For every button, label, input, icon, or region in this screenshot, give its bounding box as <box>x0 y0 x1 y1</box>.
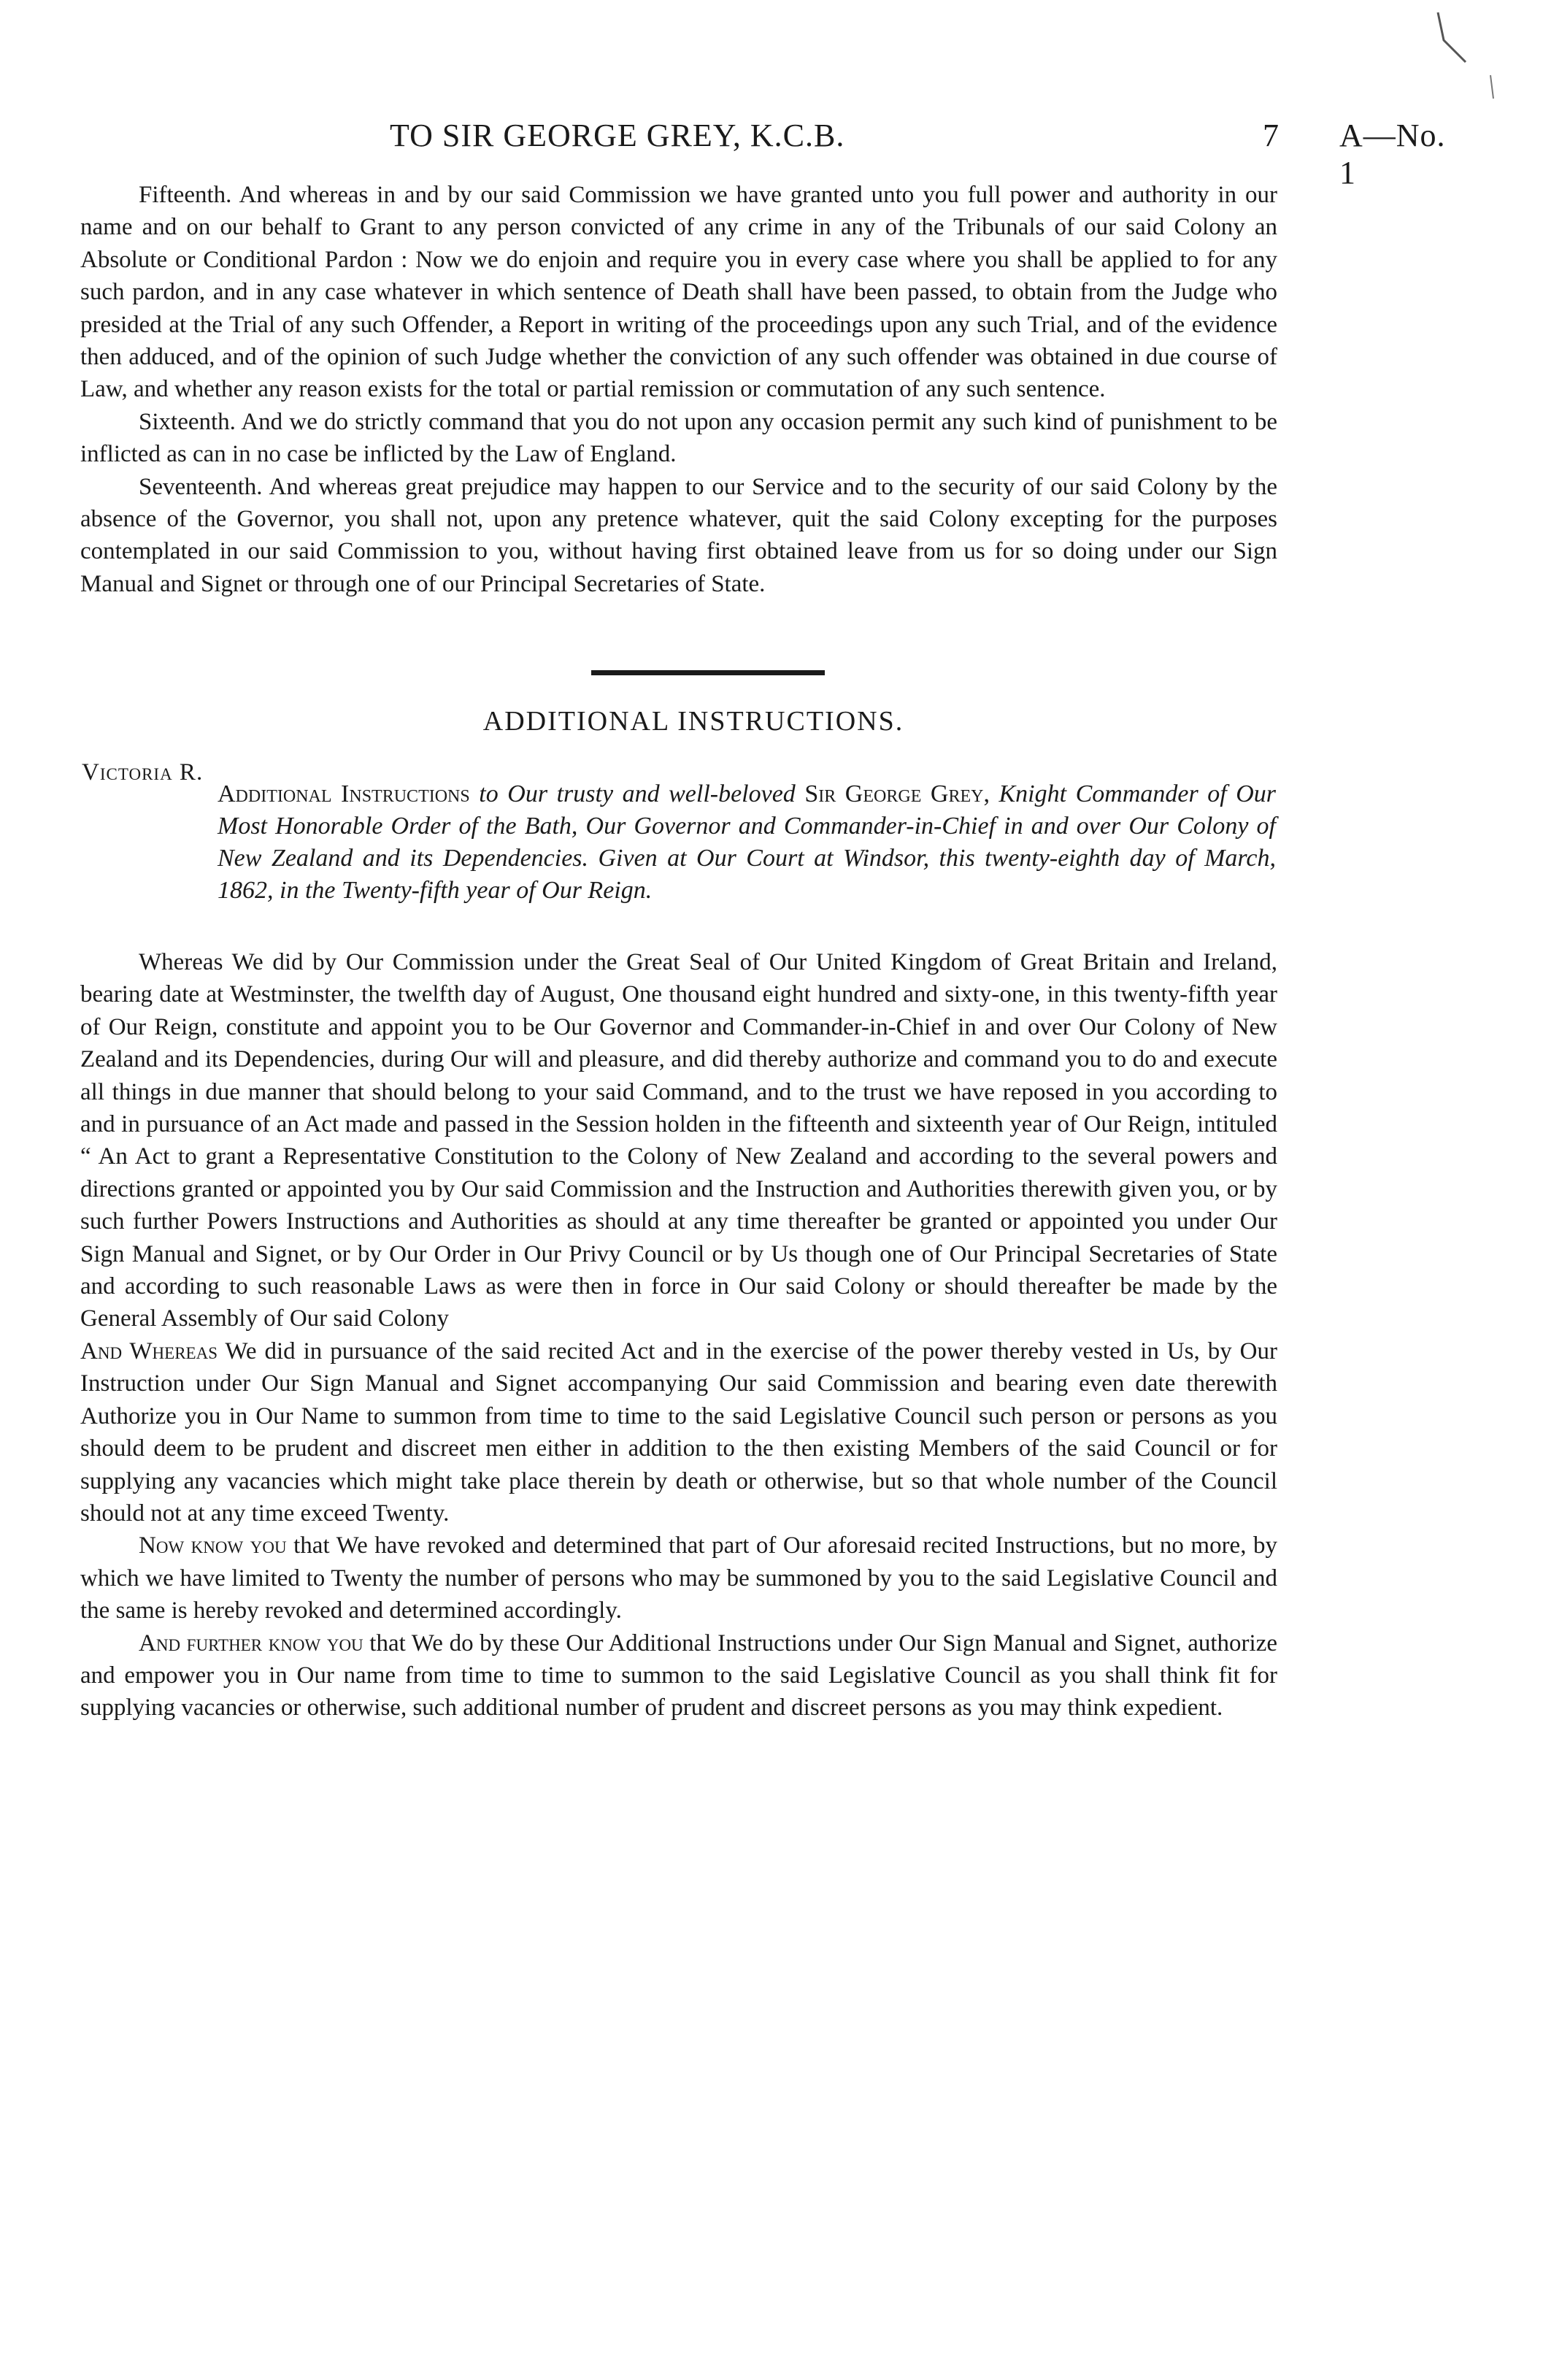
section-heading: ADDITIONAL INSTRUCTIONS. <box>482 706 904 737</box>
preamble-lead: Additional Instructions <box>218 780 470 807</box>
instruction-text: And whereas in and by our said Commission we have granted unto you full power and authority in our name and on our behalf to Grant to any person convicted of any crime in any of the Tribunals of our said Colony an Absolute or Conditional Pardon : Now we do enjoin and require you in every case where you shall be applied to for any such pardon, and in any case whatever in which sentence of Death shall have been passed, to obtain from the Judge who presided at the Trial of any such Offender, a Report in writing of the proceedings upon any such Trial, and of the evidence then adduced, and of the opinion of such Judge whether the conviction of any such offender was obtained in due course of Law, and whether any reason exists for the total or partial remission or commutation of any such sentence. <box>80 182 1277 403</box>
instruction-ordinal: Seventeenth. <box>139 473 263 500</box>
body-text: that We have revoked and determined that part of Our aforesaid recited Instructions, but no more, by which we have limited to Twenty the number of persons who may be summoned by you to the said Legislative Council and the same is hereby revoked and determined accordingly. <box>80 1532 1277 1624</box>
instruction-text: And we do strictly command that you do not upon any occasion permit any such kind of punishment to be inflicted as can in no case be inflicted by the Law of England. <box>80 408 1277 468</box>
additional-instructions-body <box>80 946 1277 1724</box>
preamble-text: Knight Commander of Our Most Honorable Order of the Bath, Our Governor and Commander-in-Chief in and over Our Colony of New Zealand and its Dependencies. Given at Our Court at Windsor, this twenty-eighth day of March, 1862, in the Twenty-fifth year of Our Reign. <box>218 780 1277 904</box>
instruction-text: And whereas great prejudice may happen to our Service and to the security of our said Colony by the absence of the Governor, you shall not, upon any pretence whatever, quit the said Colony excepting for the purposes contemplated in our said Commission to you, without having first obtained leave from us for so doing under our Sign Manual and Signet or through one of our Principal Secretaries of State. <box>80 473 1277 597</box>
preamble-line: to Our trusty and well-beloved <box>479 780 796 807</box>
margin-pencil-marks <box>1436 11 1502 106</box>
page-number: 7 <box>1263 118 1280 153</box>
body-paragraph <box>80 1335 1277 1529</box>
document-reference: A—No. 1 <box>1339 118 1446 191</box>
body-paragraph <box>80 1627 1277 1724</box>
body-text: that We do by these Our Additional Instructions under Our Sign Manual and Signet, authorize and empower you in Our name from time to time to summon to the said Legislative Council as you shall think fit for supplying vacancies or otherwise, such additional number of prudent and discreet persons as you may think expedient. <box>80 1629 1277 1721</box>
body-text: We did in pursuance of the said recited Act and in the exercise of the power thereby vested in Us, by Our Instruction under Our Sign Manual and Signet accompanying Our said Commission and bearing even date therewith Authorize you in Our Name to summon from time to time to the said Legislative Council such person or persons as you should deem to be prudent and discreet men either in addition to the then existing Members of the said Council or for supplying any vacancies which might take place therein by death or otherwise, but so that whole number of the Council should not at any time exceed Twenty. <box>80 1337 1277 1527</box>
body-lead: And further know you <box>139 1629 363 1657</box>
body-lead: And Whereas <box>80 1337 218 1364</box>
running-head-title: TO SIR GEORGE GREY, K.C.B. <box>390 118 845 153</box>
body-text: Whereas We did by Our Commission under the Great Seal of Our United Kingdom of Great Britain and Ireland, bearing date at Westminster, the twelfth day of August, One thousand eight hundred and sixty-one, in this twenty-fifth year of Our Reign, constitute and appoint you to be Our Governor and Commander-in-Chief in and over Our Colony of New Zealand and its Dependencies, during Our will and pleasure, and did thereby authorize and command you to do and execute all things in due manner that should belong to your said Command, and to the trust we have reposed in you according to and in pursuance of an Act made and passed in the Session holden in the fifteenth and sixteenth year of Our Reign, intituled “ An Act to grant a Representative Constitution to the Colony of New Zealand and according to the several powers and directions granted or appointed you by Our said Commission and the Instruction and Authorities therewith given you, or by such further Powers Instructions and Authorities as should at any time thereafter be granted or appointed you under Our Sign Manual and Signet, or by Our Order in Our Privy Council or by Us though one of Our Principal Secretaries of State and according to such reasonable Laws as were then in force in Our said Colony or should thereafter be made by the General Assembly of Our said Colony <box>80 949 1277 1332</box>
royal-signature: Victoria R. <box>82 759 204 786</box>
instruction-ordinal: Fifteenth. <box>139 182 232 208</box>
instruction-paragraph <box>80 406 1277 471</box>
body-paragraph <box>80 1529 1277 1627</box>
instruction-paragraph <box>80 471 1277 601</box>
section-divider <box>591 670 825 675</box>
preamble-addressee: Sir George Grey, <box>804 780 990 807</box>
running-head <box>80 117 1467 191</box>
instruction-paragraph <box>80 179 1277 406</box>
additional-instructions-preamble <box>218 778 1276 907</box>
body-lead: Now know you <box>139 1532 287 1559</box>
instruction-ordinal: Sixteenth. <box>139 408 236 435</box>
instructions-fifteenth-to-seventeenth <box>80 179 1277 600</box>
body-paragraph <box>80 946 1277 1335</box>
